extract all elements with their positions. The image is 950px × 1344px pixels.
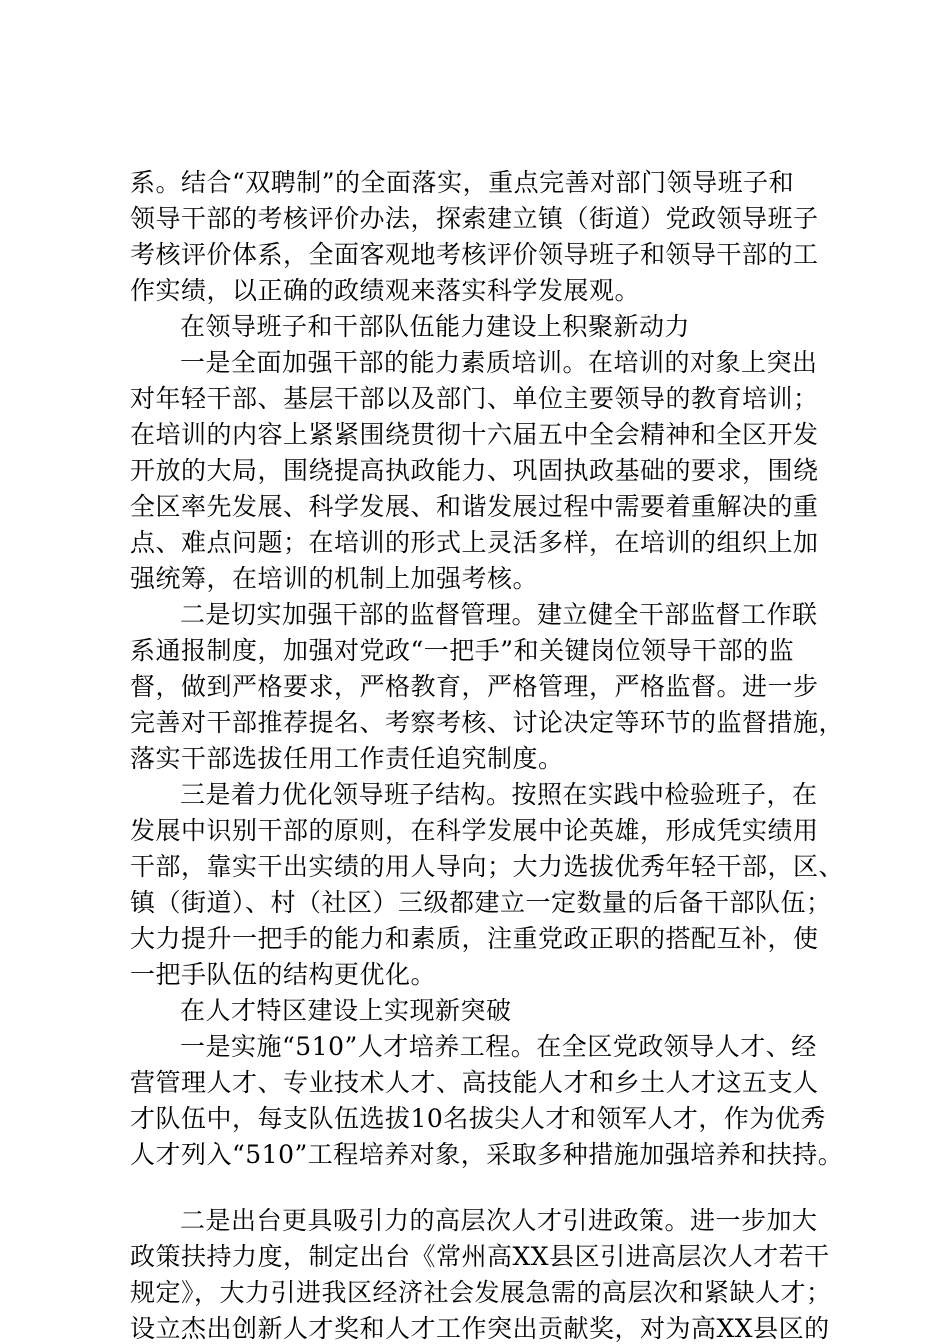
text-line: 才队伍中，每支队伍选拔10名拔尖人才和领军人才，作为优秀 xyxy=(130,1104,826,1133)
text-line: 一是实施“510”人才培养工程。在全区党政领导人才、经 xyxy=(180,1032,817,1061)
text-line: 系。结合“双聘制”的全面落实，重点完善对部门领导班子和 xyxy=(130,168,795,197)
text-line: 点、难点问题；在培训的形式上灵活多样，在培训的组织上加 xyxy=(130,528,819,557)
text-line: 一是全面加强干部的能力素质培训。在培训的对象上突出 xyxy=(180,348,818,377)
text-line: 人才列入“510”工程培养对象，采取多种措施加强培养和扶持。 xyxy=(130,1140,844,1169)
text-line: 营管理人才、专业技术人才、高技能人才和乡土人才这五支人 xyxy=(130,1068,819,1097)
text-line: 大力提升一把手的能力和素质，注重党政正职的搭配互补，使 xyxy=(130,924,819,953)
text-line: 考核评价体系，全面客观地考核评价领导班子和领导干部的工 xyxy=(130,240,819,269)
text-line: 规定》，大力引进我区经济社会发展急需的高层次和紧缺人才； xyxy=(130,1278,832,1307)
text-line: 领导干部的考核评价办法，探索建立镇（街道）党政领导班子 xyxy=(130,204,819,233)
text-line: 镇（街道）、村（社区）三级都建立一定数量的后备干部队伍； xyxy=(130,888,832,917)
text-line: 设立杰出创新人才奖和人才工作突出贡献奖，对为高XX县区的 xyxy=(130,1314,830,1343)
text-line: 三是着力优化领导班子结构。按照在实践中检验班子，在 xyxy=(180,780,818,809)
text-line: 完善对干部推荐提名、考察考核、讨论决定等环节的监督措施， xyxy=(130,708,845,737)
text-line: 督，做到严格要求，严格教育，严格管理，严格监督。进一步 xyxy=(130,672,819,701)
text-line: 在培训的内容上紧紧围绕贯彻十六届五中全会精神和全区开发 xyxy=(130,420,819,449)
text-line: 强统筹，在培训的机制上加强考核。 xyxy=(130,564,539,593)
text-line: 一把手队伍的结构更优化。 xyxy=(130,960,437,989)
section-heading: 在人才特区建设上实现新突破 xyxy=(180,996,512,1025)
text-line: 开放的大局，围绕提高执政能力、巩固执政基础的要求，围绕 xyxy=(130,456,819,485)
text-line: 政策扶持力度，制定出台《常州高XX县区引进高层次人才若干 xyxy=(130,1242,830,1271)
text-line: 二是切实加强干部的监督管理。建立健全干部监督工作联 xyxy=(180,600,818,629)
text-line: 落实干部选拔任用工作责任追究制度。 xyxy=(130,744,564,773)
text-line: 作实绩，以正确的政绩观来落实科学发展观。 xyxy=(130,276,641,305)
text-line: 干部，靠实干出实绩的用人导向；大力选拔优秀年轻干部，区、 xyxy=(130,852,845,881)
text-line: 发展中识别干部的原则，在科学发展中论英雄，形成凭实绩用 xyxy=(130,816,819,845)
text-line: 系通报制度，加强对党政“一把手”和关键岗位领导干部的监 xyxy=(130,636,795,665)
text-line: 二是出台更具吸引力的高层次人才引进政策。进一步加大 xyxy=(180,1206,818,1235)
text-line: 对年轻干部、基层干部以及部门、单位主要领导的教育培训； xyxy=(130,384,819,413)
text-line: 全区率先发展、科学发展、和谐发展过程中需要着重解决的重 xyxy=(130,492,819,521)
section-heading: 在领导班子和干部队伍能力建设上积聚新动力 xyxy=(180,312,691,341)
